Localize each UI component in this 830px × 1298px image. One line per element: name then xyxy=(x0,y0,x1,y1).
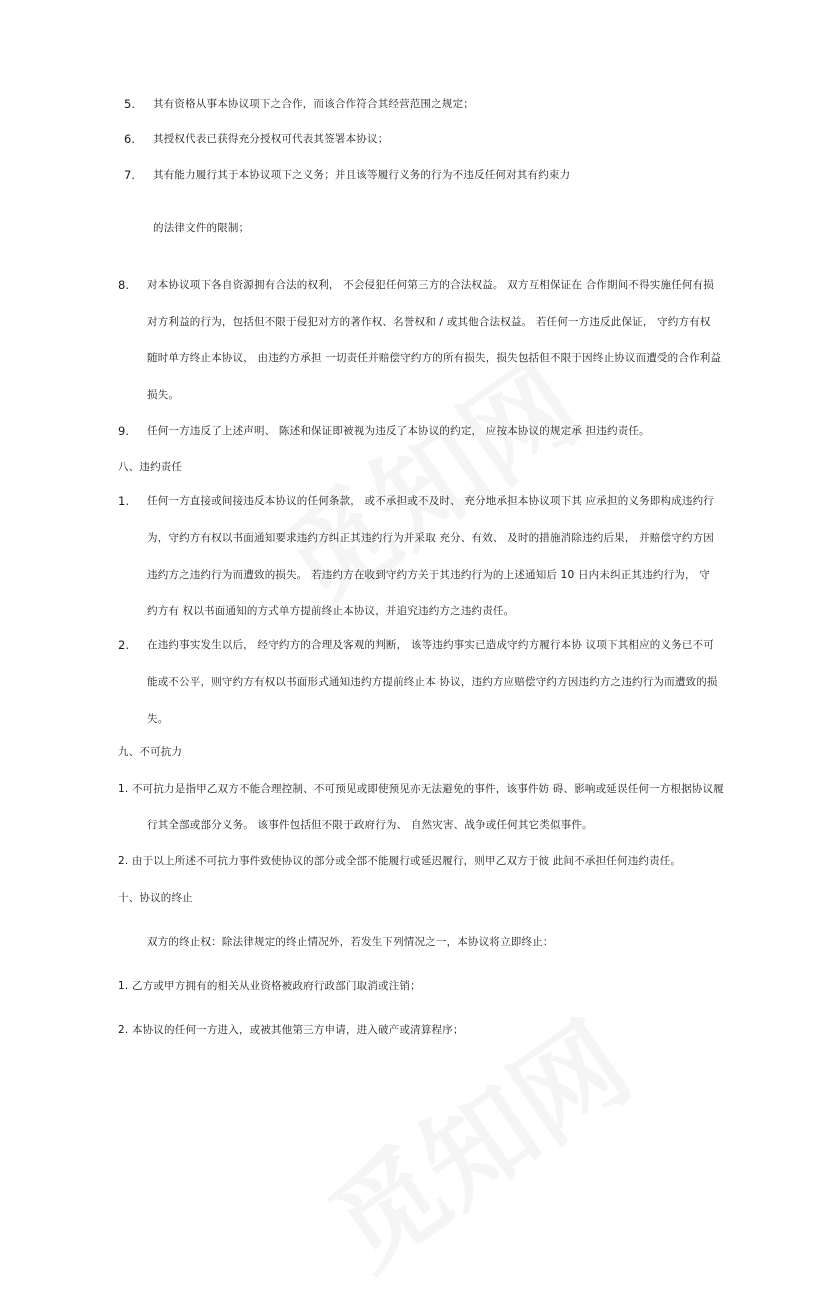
paragraph-text: 1. 不可抗力是指甲乙双方不能合理控制、不可预见或即使预见亦无法避免的事件，该事件妨 碍、影响或延误任何一方根据协议履 xyxy=(118,783,724,795)
paragraph-text: 2. 由于以上所述不可抗力事件致使协议的部分或全部不能履行或延迟履行，则甲乙双方于彼 此间不承担任何违约责任。 xyxy=(118,855,682,867)
list-item-text: 随时单方终止本协议， 由违约方承担 一切责任并赔偿守约方的所有损失，损失包括但不限于因终止协议而遭受的合作利益 xyxy=(147,352,722,364)
list-item-text: 违约方之违约行为而遭致的损失。 若违约方在收到守约方关于其违约行为的上述通知后 10 日内未纠正其违约行为， 守 xyxy=(147,569,710,581)
list-number: 7. xyxy=(124,168,135,182)
list-number: 1. xyxy=(118,494,129,508)
paragraph-text: 2. 本协议的任何一方进入，或被其他第三方申请，进入破产或清算程序； xyxy=(118,1024,464,1036)
list-number: 5. xyxy=(124,97,135,111)
paragraph-text: 双方的终止权：除法律规定的终止情况外，若发生下列情况之一，本协议将立即终止： xyxy=(147,936,554,948)
list-item-text: 损失。 xyxy=(147,389,180,401)
list-item-text: 其有资格从事本协议项下之合作，而该合作符合其经营范围之规定； xyxy=(153,98,474,110)
list-item-text: 任何一方违反了上述声明、 陈述和保证即被视为违反了本协议的约定， 应按本协议的规定承 担违约责任。 xyxy=(147,425,650,437)
paragraph-text: 行其全部或部分义务。 该事件包括但不限于政府行为、 自然灾害、战争或任何其它类似事件。 xyxy=(147,819,593,831)
list-item-text: 在违约事实发生以后， 经守约方的合理及客观的判断， 该等违约事实已造成守约方履行本协 议项下其相应的义务已不可 xyxy=(147,639,715,651)
list-number: 8. xyxy=(118,278,129,292)
list-number: 9. xyxy=(118,424,129,438)
list-item-text: 任何一方直接或间接违反本协议的任何条款， 或不承担或不及时、 充分地承担本协议项下其 应承担的义务即构成违约行 xyxy=(147,495,715,507)
section-heading: 八、违约责任 xyxy=(118,461,183,473)
list-item-text: 约方有 权以书面通知的方式单方提前终止本协议，并追究违约方之违约责任。 xyxy=(147,605,515,617)
section-heading: 九、不可抗力 xyxy=(118,746,183,758)
list-item-text: 对本协议项下各自资源拥有合法的权利， 不会侵犯任何第三方的合法权益。 双方互相保证在 合作期间不得实施任何有损 xyxy=(147,279,715,291)
section-heading: 十、协议的终止 xyxy=(118,892,193,904)
list-item-text: 失。 xyxy=(147,713,169,725)
list-item-text: 其有能力履行其于本协议项下之义务；并且该等履行义务的行为不违反任何对其有约束力 xyxy=(153,169,571,181)
watermark xyxy=(245,320,606,639)
list-item-text: 能或不公平，则守约方有权以书面形式通知违约方提前终止本 协议，违约方应赔偿守约方因违约方之违约行为而遭致的损 xyxy=(147,676,718,688)
list-item-text: 对方利益的行为，包括但不限于侵犯对方的著作权、名誉权和 / 或其他合法权益。 若任何一方违反此保证， 守约方有权 xyxy=(147,316,711,328)
list-item-text: 其授权代表已获得充分授权可代表其签署本协议； xyxy=(153,133,389,145)
paragraph-text: 1. 乙方或甲方拥有的相关从业资格被政府行政部门取消或注销； xyxy=(118,980,421,992)
list-item-text: 为，守约方有权以书面通知要求违约方纠正其违约行为并采取 充分、有效、 及时的措施消除违约后果， 并赔偿守约方因 xyxy=(147,532,715,544)
list-number: 6. xyxy=(124,132,135,146)
list-number: 2. xyxy=(118,638,129,652)
list-item-text: 的法律文件的限制； xyxy=(153,222,250,234)
